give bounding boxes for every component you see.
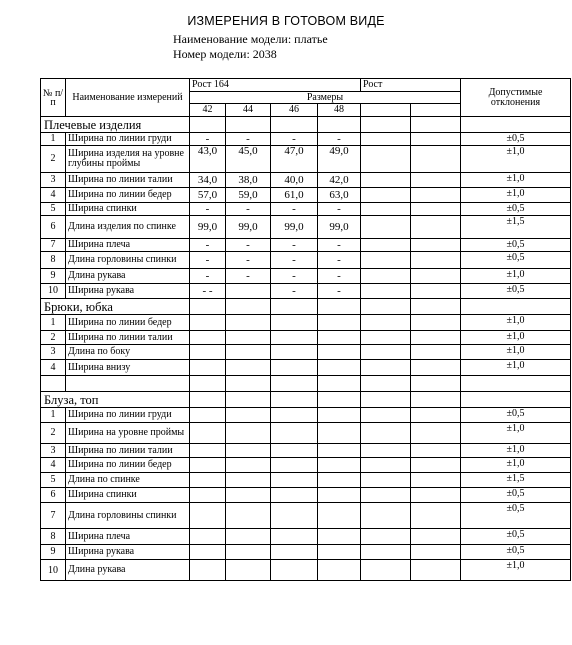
- table-row: [41, 331, 571, 345]
- measurement-name: Ширина по линии груди: [66, 133, 190, 146]
- table-row: [41, 203, 571, 216]
- size-value: -: [318, 269, 361, 284]
- size-value: [190, 545, 226, 560]
- empty-cell: [361, 117, 411, 133]
- table-row: [41, 315, 571, 331]
- size-value: [226, 529, 271, 545]
- measurement-name: Ширина по линии груди: [66, 408, 190, 423]
- row-number: 8: [41, 252, 66, 269]
- empty-cell: [411, 545, 461, 560]
- size-value: -: [190, 239, 226, 252]
- size-value: -: [271, 284, 318, 299]
- size-value: 61,0: [271, 188, 318, 203]
- size-value: [271, 545, 318, 560]
- row-number: 6: [41, 488, 66, 503]
- empty-cell: [361, 473, 411, 488]
- size-value: [190, 458, 226, 473]
- size-value: [271, 331, 318, 345]
- size-value: 57,0: [190, 188, 226, 203]
- empty-cell: [226, 376, 271, 392]
- table-row: [41, 284, 571, 299]
- table-row: [41, 408, 571, 423]
- size-value: [190, 345, 226, 360]
- row-number: 10: [41, 560, 66, 581]
- tolerance-value: ±0,5: [461, 488, 571, 503]
- empty-cell: [461, 392, 571, 408]
- size-value: [226, 488, 271, 503]
- table-row: [41, 345, 571, 360]
- size-value: [318, 331, 361, 345]
- size-value: 63,0: [318, 188, 361, 203]
- row-number: 3: [41, 345, 66, 360]
- empty-cell: [411, 173, 461, 188]
- size-value: 45,0: [226, 146, 271, 173]
- header-name: Наименование измерений: [66, 79, 190, 117]
- empty-cell: [271, 392, 318, 408]
- empty-cell: [361, 458, 411, 473]
- measurement-name: Длина горловины спинки: [66, 503, 190, 529]
- tolerance-value: ±1,0: [461, 331, 571, 345]
- document-title: ИЗМЕРЕНИЯ В ГОТОВОМ ВИДЕ: [187, 14, 385, 28]
- tolerance-value: ±1,5: [461, 473, 571, 488]
- size-value: [271, 529, 318, 545]
- empty-cell: [411, 331, 461, 345]
- table-body: [41, 79, 571, 581]
- header-height-right: Рост: [361, 79, 461, 92]
- size-value: [190, 360, 226, 376]
- measurement-name: Ширина по линии бедер: [66, 315, 190, 331]
- size-header: 44: [226, 104, 271, 117]
- size-value: -: [318, 284, 361, 299]
- size-value: [190, 444, 226, 458]
- empty-cell: [41, 376, 66, 392]
- tolerance-value: ±0,5: [461, 203, 571, 216]
- size-value: [226, 360, 271, 376]
- size-value: [271, 458, 318, 473]
- empty-cell: [361, 560, 411, 581]
- empty-cell: [361, 376, 411, 392]
- empty-cell: [190, 117, 226, 133]
- row-number: 1: [41, 315, 66, 331]
- section-title: Плечевые изделия: [41, 117, 190, 133]
- row-number: 7: [41, 239, 66, 252]
- size-value: [190, 423, 226, 444]
- empty-cell: [411, 345, 461, 360]
- empty-cell: [411, 133, 461, 146]
- measurement-name: Ширина спинки: [66, 488, 190, 503]
- tolerance-value: ±1,0: [461, 444, 571, 458]
- empty-cell: [361, 299, 411, 315]
- row-number: 2: [41, 331, 66, 345]
- size-value: [226, 503, 271, 529]
- empty-cell: [411, 458, 461, 473]
- measurement-name: Ширина по линии талии: [66, 331, 190, 345]
- size-value: 47,0: [271, 146, 318, 173]
- size-value: [190, 331, 226, 345]
- row-number: 4: [41, 188, 66, 203]
- empty-cell: [411, 444, 461, 458]
- size-value: [226, 473, 271, 488]
- empty-cell: [361, 503, 411, 529]
- tolerance-value: ±0,5: [461, 529, 571, 545]
- empty-cell: [411, 473, 461, 488]
- tolerance-value: ±1,0: [461, 315, 571, 331]
- tolerance-value: ±1,0: [461, 345, 571, 360]
- section-row: [41, 392, 571, 408]
- empty-cell: [411, 269, 461, 284]
- size-value: 43,0: [190, 146, 226, 173]
- empty-cell: [461, 299, 571, 315]
- empty-cell: [411, 408, 461, 423]
- row-number: 9: [41, 269, 66, 284]
- size-value: [271, 315, 318, 331]
- table-row: [41, 239, 571, 252]
- size-value: -: [190, 252, 226, 269]
- size-value: -: [271, 252, 318, 269]
- empty-cell: [318, 392, 361, 408]
- empty-cell: [361, 345, 411, 360]
- size-value: [226, 444, 271, 458]
- size-value: [318, 488, 361, 503]
- empty-cell: [226, 392, 271, 408]
- size-value: [226, 458, 271, 473]
- size-value: [190, 503, 226, 529]
- size-value: -: [318, 252, 361, 269]
- measurement-name: Ширина спинки: [66, 203, 190, 216]
- size-value: -: [271, 203, 318, 216]
- size-value: -: [318, 203, 361, 216]
- empty-cell: [411, 252, 461, 269]
- size-value: -: [190, 203, 226, 216]
- empty-cell: [461, 376, 571, 392]
- measurement-name: Ширина по линии талии: [66, 173, 190, 188]
- size-value: 49,0: [318, 146, 361, 173]
- empty-cell: [361, 146, 411, 173]
- empty-cell: [361, 133, 411, 146]
- row-number: 3: [41, 444, 66, 458]
- measurement-name: Длина по спинке: [66, 473, 190, 488]
- tolerance-value: ±0,5: [461, 133, 571, 146]
- row-number: 4: [41, 360, 66, 376]
- empty-cell: [318, 299, 361, 315]
- size-value: [318, 545, 361, 560]
- section-title: Брюки, юбка: [41, 299, 190, 315]
- table-row: [41, 488, 571, 503]
- empty-cell: [66, 376, 190, 392]
- size-value: [226, 315, 271, 331]
- empty-cell: [411, 392, 461, 408]
- empty-cell: [361, 315, 411, 331]
- section-title: Блуза, топ: [41, 392, 190, 408]
- table-row: [41, 473, 571, 488]
- empty-cell: [361, 444, 411, 458]
- row-number: 9: [41, 545, 66, 560]
- empty-cell: [226, 117, 271, 133]
- measurement-name: Ширина по линии талии: [66, 444, 190, 458]
- size-value: 99,0: [271, 216, 318, 239]
- row-number: 7: [41, 503, 66, 529]
- size-value: 99,0: [318, 216, 361, 239]
- size-value: [318, 503, 361, 529]
- empty-cell: [361, 392, 411, 408]
- size-value: -: [318, 239, 361, 252]
- size-value: [318, 423, 361, 444]
- tolerance-value: ±0,5: [461, 284, 571, 299]
- size-value: [318, 408, 361, 423]
- tolerance-value: ±1,0: [461, 173, 571, 188]
- measurement-name: Ширина рукава: [66, 545, 190, 560]
- measurement-name: Ширина внизу: [66, 360, 190, 376]
- size-value: [271, 473, 318, 488]
- empty-cell: [361, 269, 411, 284]
- empty-cell: [271, 299, 318, 315]
- tolerance-value: ±0,5: [461, 545, 571, 560]
- empty-cell: [411, 488, 461, 503]
- empty-cell: [361, 331, 411, 345]
- size-value: -: [318, 133, 361, 146]
- empty-cell: [411, 503, 461, 529]
- tolerance-value: ±0,5: [461, 408, 571, 423]
- size-value: 99,0: [190, 216, 226, 239]
- empty-cell: [411, 216, 461, 239]
- size-value: 42,0: [318, 173, 361, 188]
- measurement-name: Длина рукава: [66, 560, 190, 581]
- size-value: -: [226, 252, 271, 269]
- empty-cell: [190, 392, 226, 408]
- measurement-name: Длина рукава: [66, 269, 190, 284]
- empty-cell: [361, 408, 411, 423]
- table-row: [41, 529, 571, 545]
- tolerance-value: ±1,0: [461, 423, 571, 444]
- empty-cell: [271, 376, 318, 392]
- empty-cell: [411, 360, 461, 376]
- empty-cell: [461, 117, 571, 133]
- table-row: [41, 269, 571, 284]
- empty-cell: [190, 376, 226, 392]
- size-value: [318, 473, 361, 488]
- size-value: [318, 529, 361, 545]
- empty-cell: [411, 188, 461, 203]
- header-height-left: Рост 164: [190, 79, 361, 92]
- size-value: [226, 331, 271, 345]
- tolerance-value: ±1,0: [461, 360, 571, 376]
- header-num: № п/ п: [41, 79, 66, 117]
- row-number: 1: [41, 133, 66, 146]
- size-value: [190, 315, 226, 331]
- row-number: 10: [41, 284, 66, 299]
- empty-cell: [361, 423, 411, 444]
- measurement-name: Длина горловины спинки: [66, 252, 190, 269]
- size-value: [271, 503, 318, 529]
- size-value: - -: [190, 284, 226, 299]
- size-header-empty: [411, 104, 461, 117]
- size-value: [190, 473, 226, 488]
- size-value: -: [226, 203, 271, 216]
- size-value: -: [190, 133, 226, 146]
- size-value: [190, 408, 226, 423]
- empty-cell: [411, 239, 461, 252]
- size-value: [226, 345, 271, 360]
- table-row: [41, 444, 571, 458]
- empty-cell: [411, 376, 461, 392]
- size-value: [271, 560, 318, 581]
- measurement-name: Ширина плеча: [66, 239, 190, 252]
- size-value: -: [226, 239, 271, 252]
- empty-cell: [318, 376, 361, 392]
- size-value: 38,0: [226, 173, 271, 188]
- size-header: 42: [190, 104, 226, 117]
- empty-cell: [318, 117, 361, 133]
- tolerance-value: ±1,0: [461, 188, 571, 203]
- row-number: 1: [41, 408, 66, 423]
- size-value: [226, 423, 271, 444]
- empty-cell: [361, 360, 411, 376]
- measurement-name: Длина по боку: [66, 345, 190, 360]
- empty-cell: [411, 299, 461, 315]
- empty-cell: [271, 117, 318, 133]
- empty-cell: [361, 203, 411, 216]
- measurement-name: Длина изделия по спинке: [66, 216, 190, 239]
- empty-cell: [411, 284, 461, 299]
- row-number: 4: [41, 458, 66, 473]
- size-value: [226, 284, 271, 299]
- table-row: [41, 360, 571, 376]
- table-row: [41, 188, 571, 203]
- blank-row: [41, 376, 571, 392]
- tolerance-value: ±1,0: [461, 560, 571, 581]
- empty-cell: [361, 239, 411, 252]
- empty-cell: [361, 545, 411, 560]
- size-value: -: [271, 239, 318, 252]
- header-sizes: Размеры: [190, 92, 461, 104]
- measurement-name: Ширина рукава: [66, 284, 190, 299]
- size-value: [271, 444, 318, 458]
- empty-cell: [411, 529, 461, 545]
- size-value: [271, 345, 318, 360]
- size-value: -: [226, 269, 271, 284]
- size-value: [271, 408, 318, 423]
- tolerance-value: ±1,0: [461, 458, 571, 473]
- empty-cell: [361, 529, 411, 545]
- size-value: [226, 545, 271, 560]
- size-header: 46: [271, 104, 318, 117]
- header-row: [41, 79, 571, 92]
- empty-cell: [411, 117, 461, 133]
- header-tolerance: Допустимые отклонения: [461, 79, 571, 117]
- size-value: [271, 488, 318, 503]
- empty-cell: [411, 146, 461, 173]
- measurement-name: Ширина по линии бедер: [66, 188, 190, 203]
- empty-cell: [361, 284, 411, 299]
- empty-cell: [361, 488, 411, 503]
- size-value: [318, 360, 361, 376]
- size-value: 34,0: [190, 173, 226, 188]
- table-row: [41, 146, 571, 173]
- table-row: [41, 216, 571, 239]
- row-number: 2: [41, 423, 66, 444]
- size-value: [271, 360, 318, 376]
- row-number: 8: [41, 529, 66, 545]
- size-value: -: [271, 269, 318, 284]
- empty-cell: [361, 252, 411, 269]
- empty-cell: [411, 560, 461, 581]
- size-value: [226, 560, 271, 581]
- empty-cell: [190, 299, 226, 315]
- empty-cell: [361, 173, 411, 188]
- tolerance-value: ±0,5: [461, 239, 571, 252]
- row-number: 6: [41, 216, 66, 239]
- tolerance-value: ±1,0: [461, 146, 571, 173]
- measurement-name: Ширина по линии бедер: [66, 458, 190, 473]
- size-value: [271, 423, 318, 444]
- size-header-empty: [361, 104, 411, 117]
- size-value: -: [226, 133, 271, 146]
- size-value: -: [271, 133, 318, 146]
- size-value: [190, 529, 226, 545]
- measurement-name: Ширина на уровне проймы: [66, 423, 190, 444]
- section-row: [41, 117, 571, 133]
- tolerance-value: ±1,0: [461, 269, 571, 284]
- model-name-line: Наименование модели: платье: [173, 32, 328, 46]
- size-value: 40,0: [271, 173, 318, 188]
- table-row: [41, 252, 571, 269]
- size-value: [318, 315, 361, 331]
- empty-cell: [411, 315, 461, 331]
- measurements-table: [40, 78, 571, 581]
- empty-cell: [411, 423, 461, 444]
- empty-cell: [361, 188, 411, 203]
- row-number: 2: [41, 146, 66, 173]
- table-row: [41, 133, 571, 146]
- measurement-name: Ширина плеча: [66, 529, 190, 545]
- size-value: 59,0: [226, 188, 271, 203]
- size-value: [190, 560, 226, 581]
- empty-cell: [361, 216, 411, 239]
- row-number: 3: [41, 173, 66, 188]
- table-row: [41, 458, 571, 473]
- table-row: [41, 545, 571, 560]
- table-row: [41, 560, 571, 581]
- size-value: [318, 345, 361, 360]
- model-number-line: Номер модели: 2038: [173, 47, 277, 61]
- table-row: [41, 423, 571, 444]
- row-number: 5: [41, 473, 66, 488]
- size-value: -: [190, 269, 226, 284]
- table-row: [41, 503, 571, 529]
- empty-cell: [226, 299, 271, 315]
- tolerance-value: ±1,5: [461, 216, 571, 239]
- size-value: [318, 444, 361, 458]
- row-number: 5: [41, 203, 66, 216]
- size-value: 99,0: [226, 216, 271, 239]
- size-header: 48: [318, 104, 361, 117]
- section-row: [41, 299, 571, 315]
- tolerance-value: ±0,5: [461, 252, 571, 269]
- empty-cell: [411, 203, 461, 216]
- tolerance-value: ±0,5: [461, 503, 571, 529]
- table-row: [41, 173, 571, 188]
- size-value: [226, 408, 271, 423]
- size-value: [190, 488, 226, 503]
- size-value: [318, 560, 361, 581]
- size-value: [318, 458, 361, 473]
- measurement-name: Ширина изделия на уровне глубины проймы: [66, 146, 190, 173]
